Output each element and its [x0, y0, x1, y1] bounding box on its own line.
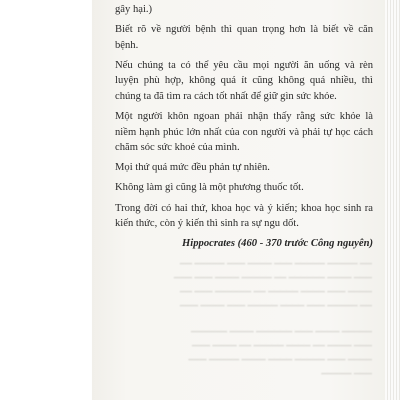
bleed-through-line: ━━━ ━━━━━ [321, 369, 372, 380]
paragraph-quote: Mọi thứ quá mức đều phản tự nhiên. [115, 162, 270, 174]
page-edge [385, 0, 400, 400]
bleed-through-line: ━━ ━━━━━ ━━━━━ ━━━ ━━━━ ━━━ ━━━━━ ━━ [179, 259, 372, 270]
paragraph-quote: Không làm gì cũng là một phương thuốc tốt. [115, 182, 304, 194]
paragraph-quote: Nếu chúng ta có thể yêu cầu mọi người ăn uống và rèn luyện phù hợp, không quá ít cũng không quá nhiều, thì chúng ta đã tìm ra cách tốt nhất để giữ gìn sức khỏe. [115, 59, 373, 102]
quotes-text [115, 2, 373, 252]
paragraph-quote: Trong đời có hai thứ, khoa học và ý kiến; khoa học sinh ra kiến thức, còn ý kiến thì sinh ra sự ngu dốt. [115, 202, 373, 230]
paragraph-continuation: gây hại.) [115, 4, 153, 15]
quote-attribution: Hippocrates (460 - 370 trước Công nguyên) [182, 238, 373, 250]
bleed-through-line: ━━━━ ━━━ ━━━━ ━━━━━ ━━ ━━━━━━ ━━━ ━━ [179, 287, 372, 298]
bleed-through-line: ━━━ ━━━━ ━━━━━━ ━━ ━━━━━ ━━━━ ━━━ ━━━ [173, 273, 372, 284]
paragraph-quote: Một người khôn ngoan phải nhận thấy rằng sức khỏe là niềm hạnh phúc lớn nhất của con người và phải tự học cách chăm sóc sức khoẻ của mình. [115, 111, 373, 154]
bleed-through-line: ━━━━ ━━━ ━━━━━ ━━━━ ━━━━ ━━━━━ ━━━ [188, 355, 372, 366]
bleed-through-line: ━━ ━━━━━ ━━━ ━━━━ ━━━━━ ━━━ ━━━━ ━━━ [179, 301, 372, 312]
bleed-through-text [116, 258, 372, 382]
bleed-through-line: ━━━ ━━━━ ━━ ━━━━ ━━━━━ ━━ ━━━━ ━━━ [191, 341, 372, 352]
paragraph-quote: Biết rõ về người bệnh thì quan trọng hơn là biết về căn bệnh. [115, 24, 373, 51]
bleed-through-line: ━━━━━ ━━━━ ━━━ ━━━━━━ ━━━━ ━━━━━━ [190, 327, 372, 338]
